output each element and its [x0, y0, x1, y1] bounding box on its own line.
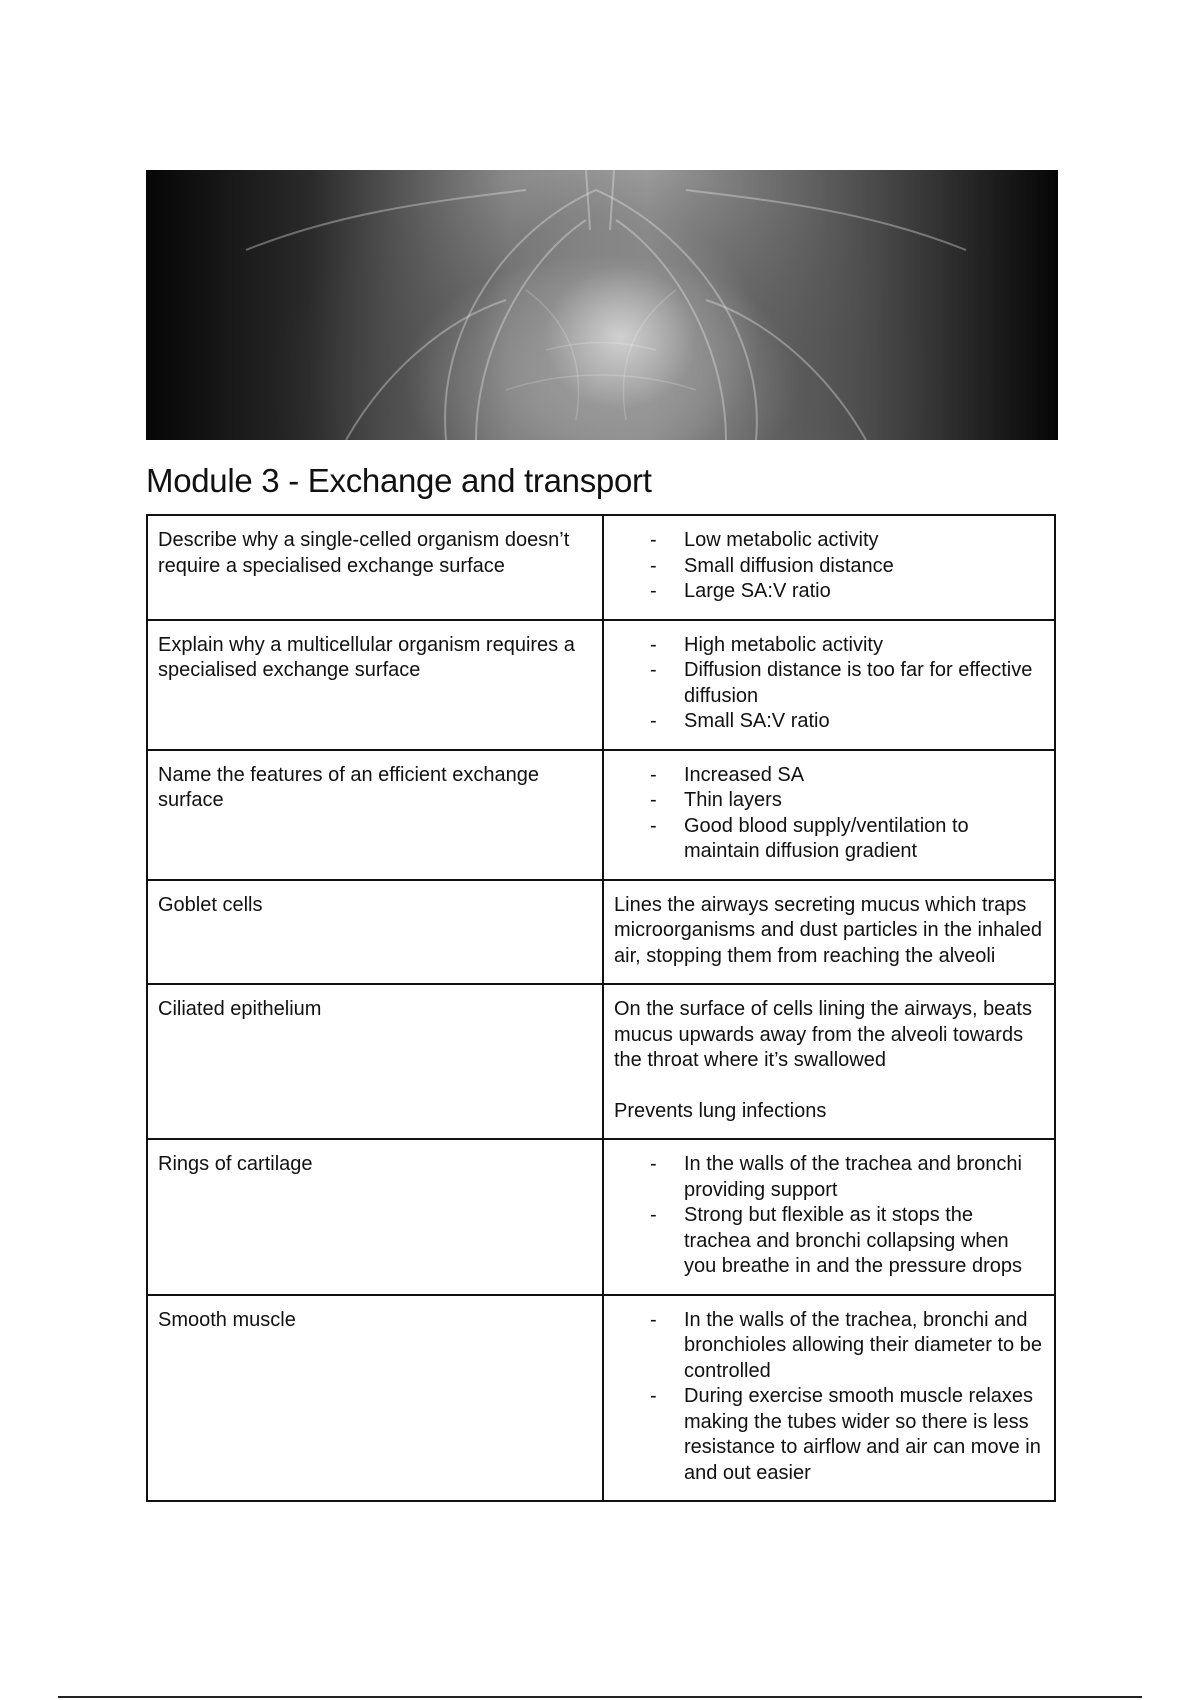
- list-item: - High metabolic activity: [684, 633, 1044, 659]
- table-row: [147, 1295, 1055, 1502]
- answer-paragraph: On the surface of cells lining the airways, beats mucus upwards away from the alveoli towards the throat where it’s swallowed: [614, 998, 1032, 1071]
- answer-cell: [603, 750, 1055, 880]
- question-cell: Name the features of an efficient exchange surface: [147, 750, 603, 880]
- list-item: - Low metabolic activity: [684, 528, 1044, 554]
- list-item: - Good blood supply/ventilation to maintain diffusion gradient: [684, 814, 1044, 865]
- table-row: [147, 1139, 1055, 1295]
- list-item: - Thin layers: [684, 788, 1044, 814]
- list-item: - Diffusion distance is too far for effective diffusion: [684, 658, 1044, 709]
- table-row: [147, 880, 1055, 985]
- list-item: - Small diffusion distance: [684, 554, 1044, 580]
- footer-divider: [58, 1696, 1142, 1698]
- question-cell: Rings of cartilage: [147, 1139, 603, 1295]
- answer-list: [614, 633, 1044, 735]
- revision-table: [146, 514, 1056, 1502]
- table-row: [147, 515, 1055, 620]
- list-item: - In the walls of the trachea and bronchi providing support: [684, 1152, 1044, 1203]
- table-row: [147, 620, 1055, 750]
- answer-cell: [603, 984, 1055, 1139]
- question-cell: Smooth muscle: [147, 1295, 603, 1502]
- table-row: [147, 750, 1055, 880]
- table-row: [147, 984, 1055, 1139]
- question-cell: Describe why a single-celled organism doesn’t require a specialised exchange surface: [147, 515, 603, 620]
- answer-list: [614, 763, 1044, 865]
- answer-list: [614, 1308, 1044, 1487]
- answer-cell: [603, 620, 1055, 750]
- list-item: - During exercise smooth muscle relaxes making the tubes wider so there is less resistance to airflow and air can move in and out easier: [684, 1384, 1044, 1486]
- answer-cell: [603, 880, 1055, 985]
- header-image-lungs: [146, 170, 1058, 440]
- answer-cell: [603, 1139, 1055, 1295]
- list-item: - In the walls of the trachea, bronchi and bronchioles allowing their diameter to be controlled: [684, 1308, 1044, 1385]
- lungs-illustration: [146, 170, 1058, 440]
- list-item: - Increased SA: [684, 763, 1044, 789]
- list-item: - Strong but flexible as it stops the trachea and bronchi collapsing when you breathe in and the pressure drops: [684, 1203, 1044, 1280]
- question-cell: Ciliated epithelium: [147, 984, 603, 1139]
- answer-cell: [603, 1295, 1055, 1502]
- list-item: - Small SA:V ratio: [684, 709, 1044, 735]
- answer-cell: [603, 515, 1055, 620]
- list-item: - Large SA:V ratio: [684, 579, 1044, 605]
- answer-list: [614, 528, 1044, 605]
- answer-paragraph: Prevents lung infections: [614, 1099, 827, 1122]
- answer-paragraph: Lines the airways secreting mucus which traps microorganisms and dust particles in the inhaled air, stopping them from reaching the alveoli: [614, 893, 1042, 967]
- question-cell: Goblet cells: [147, 880, 603, 985]
- answer-list: [614, 1152, 1044, 1280]
- question-cell: Explain why a multicellular organism requires a specialised exchange surface: [147, 620, 603, 750]
- page-title: Module 3 - Exchange and transport: [146, 462, 652, 499]
